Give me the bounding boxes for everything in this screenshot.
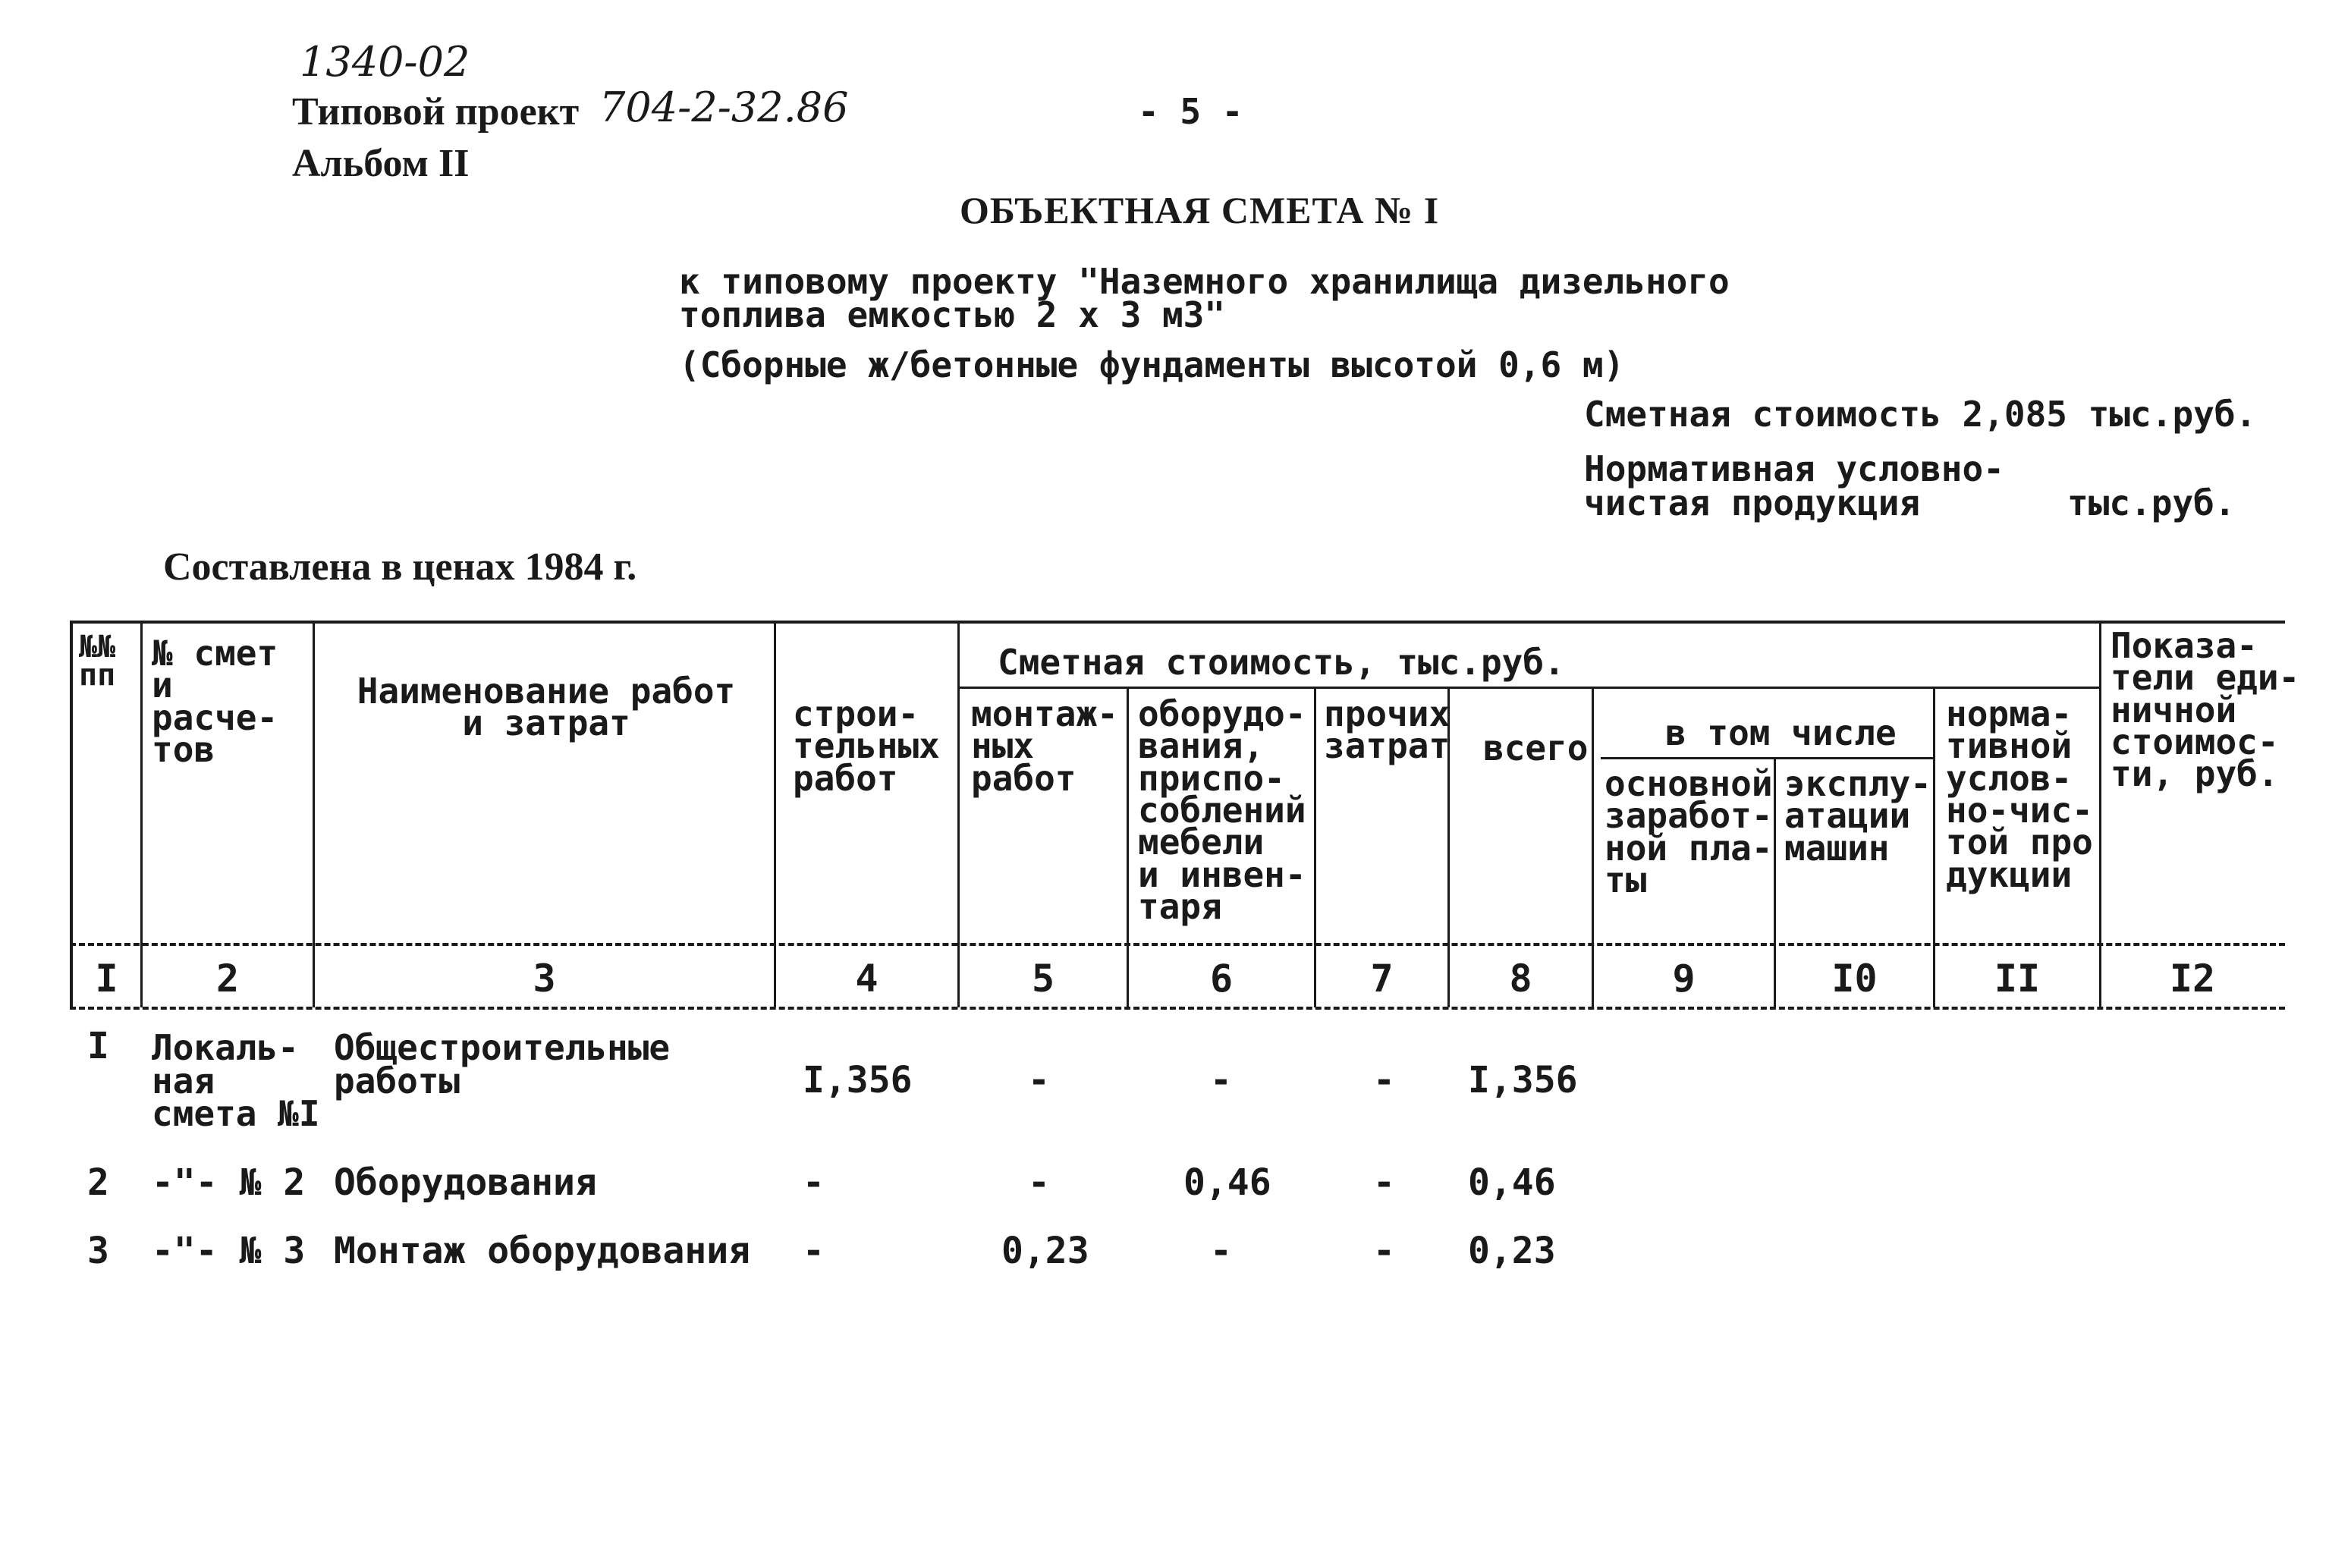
header-col-4: строи- тельных работ [793, 693, 940, 799]
row-1-col-7: - [1373, 1059, 1395, 1101]
row-1-col-5: - [1028, 1059, 1050, 1101]
header-cost-group: Сметная стоимость, тыс.руб. [998, 642, 1565, 683]
subtitle-line-1: к типовому проекту "Наземного хранилища дизельного [679, 261, 1730, 302]
row-2-name: Оборудования [334, 1161, 597, 1204]
column-numbers-bottom-border [70, 1007, 2285, 1010]
row-1-number: I [87, 1025, 109, 1067]
row-1-col-8: I,356 [1468, 1059, 1578, 1101]
prices-note: Составлена в ценах 1984 г. [163, 545, 637, 589]
row-3-col-8: 0,23 [1468, 1230, 1556, 1272]
column-number: I2 [2169, 957, 2216, 1001]
subtitle-line-2: топлива емкостью 2 х 3 м3" [679, 294, 1226, 335]
header-col-6: оборудо- вания, приспо- соблений мебели и инвен- таря [1138, 693, 1306, 927]
normative-line-2: чистая продукция [1584, 482, 1921, 523]
column-number: 6 [1209, 957, 1234, 1001]
header-col-11: норма- тивной услов- но-чис- той про дукции [1946, 693, 2093, 895]
col-divider-4 [957, 621, 960, 1007]
column-number: II [1994, 957, 2041, 1001]
row-2-col-7: - [1373, 1161, 1395, 1204]
column-number: 3 [533, 957, 556, 1001]
column-number: 2 [215, 957, 240, 1001]
column-number: 5 [1031, 957, 1055, 1001]
row-2-col-4: - [803, 1161, 825, 1204]
header-col-2: № смет и расче- тов [152, 633, 278, 770]
column-number: 7 [1370, 957, 1394, 1001]
column-number: 4 [855, 957, 878, 1001]
row-2-number: 2 [87, 1161, 109, 1204]
column-number: I [95, 957, 118, 1001]
row-2-col-6: 0,46 [1183, 1161, 1271, 1204]
album-label: Альбом II [292, 142, 470, 185]
header-col-7: прочих затрат [1324, 693, 1451, 767]
page-number: - 5 - [1138, 91, 1243, 132]
column-number: I0 [1831, 957, 1878, 1001]
col-divider-11 [2099, 621, 2101, 1007]
header-col-1: №№ пп [79, 630, 116, 693]
col-divider-1 [140, 621, 143, 1007]
row-1-name: Общестроительные работы [334, 1027, 671, 1101]
subgroup-underline [1601, 757, 1933, 759]
column-number: 9 [1672, 957, 1696, 1001]
project-label: Типовой проект [292, 90, 580, 134]
header-bottom-border [70, 943, 2285, 946]
document-title: ОБЪЕКТНАЯ СМЕТА № I [960, 189, 1440, 231]
header-col-5: монтаж- ных работ [971, 693, 1118, 799]
row-3-ref: -"- № 3 [152, 1230, 306, 1272]
header-col-10: эксплу- атации машин [1784, 763, 1931, 869]
row-2-col-5: - [1028, 1161, 1050, 1204]
col-divider-3 [774, 621, 776, 1007]
column-number: 8 [1509, 957, 1532, 1001]
subtitle-line-3: (Сборные ж/бетонные фундаменты высотой 0,6 м) [679, 344, 1625, 385]
row-3-col-5: 0,23 [1001, 1230, 1089, 1272]
header-subgroup: в том числе [1665, 712, 1897, 753]
handwritten-project-number: 704-2-32.86 [599, 83, 849, 131]
row-2-ref: -"- № 2 [152, 1161, 306, 1204]
table-left-border [70, 621, 73, 1007]
row-1-col-6: - [1210, 1059, 1232, 1101]
row-3-col-7: - [1373, 1230, 1395, 1272]
header-col-12: Показа- тели еди- ничной стоимос- ти, руб. [2111, 625, 2300, 795]
handwritten-code: 1340-02 [300, 38, 470, 86]
table-top-border [70, 621, 2285, 624]
row-3-col-6: - [1210, 1230, 1232, 1272]
normative-unit: тыс.руб. [2067, 482, 2236, 523]
header-col-3: Наименование работ и затрат [357, 671, 736, 744]
header-col-8: всего [1483, 727, 1589, 768]
col-divider-2 [313, 621, 315, 1007]
row-1-col-4: I,356 [803, 1059, 913, 1101]
row-3-number: 3 [87, 1230, 109, 1272]
header-col-9: основной заработ- ной пла- ты [1605, 763, 1773, 900]
row-2-col-8: 0,46 [1468, 1161, 1556, 1204]
row-3-col-4: - [803, 1230, 825, 1272]
row-1-ref: Локаль- ная смета №I [152, 1027, 320, 1135]
normative-line-1: Нормативная условно- [1584, 448, 2004, 489]
estimated-cost: Сметная стоимость 2,085 тыс.руб. [1584, 394, 2257, 435]
row-3-name: Монтаж оборудования [334, 1230, 751, 1272]
